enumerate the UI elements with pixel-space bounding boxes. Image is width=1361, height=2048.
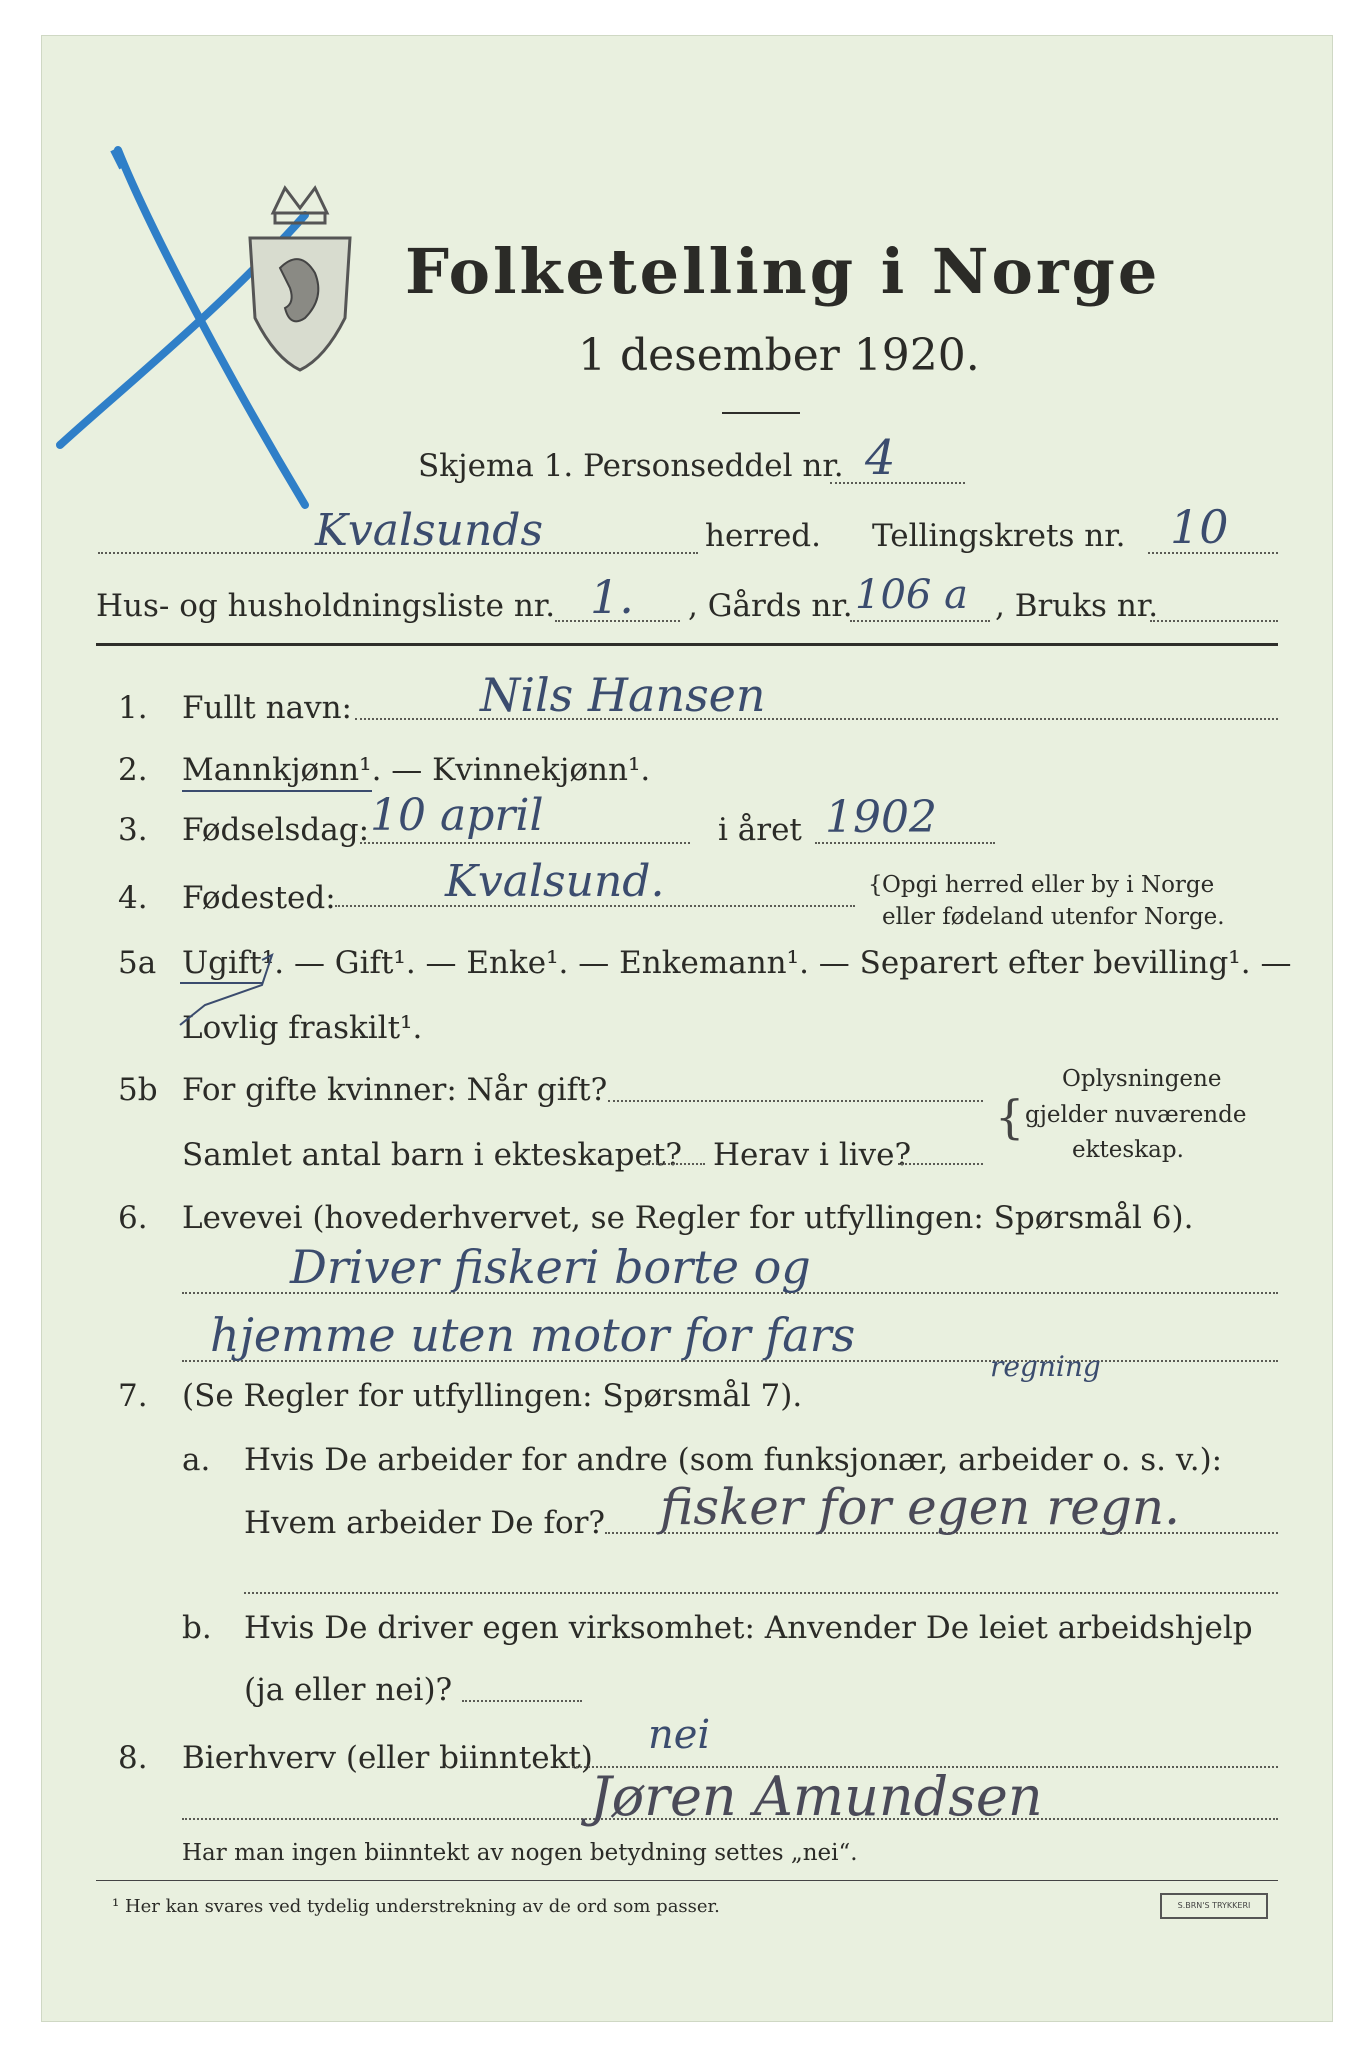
q7-label: (Se Regler for utfyllingen: Spørsmål 7). (182, 1378, 803, 1414)
q6-number: 6. (118, 1200, 148, 1236)
q5b-label: For gifte kvinner: Når gift? (182, 1072, 608, 1108)
occupation-line-1: Driver fiskeri borte og (290, 1240, 811, 1294)
census-date: 1 desember 1920. (578, 330, 980, 381)
no-income-note: Har man ingen biinntekt av nogen betydning settes „nei“. (182, 1840, 858, 1866)
q5b-note-1: Oplysningene (1062, 1066, 1222, 1092)
q7b-letter: b. (182, 1610, 212, 1646)
full-name-value: Nils Hansen (480, 668, 766, 722)
schema-label: Skjema 1. Personseddel nr. (418, 448, 844, 484)
marital-status-options-2: Lovlig fraskilt¹. (182, 1010, 423, 1046)
q5b-alive-label: Herav i live? (713, 1137, 912, 1173)
herred-label: herred. (705, 518, 821, 554)
side-income-value: nei (648, 1712, 711, 1758)
q3-number: 3. (118, 812, 148, 848)
birthdate-value: 10 april (370, 790, 544, 841)
printer-stamp: S.BRN'S TRYKKERI (1160, 1893, 1268, 1919)
form-title: Folketelling i Norge (405, 235, 1161, 308)
occupation-line-3: regning (990, 1350, 1101, 1383)
q5b-number: 5b (118, 1072, 158, 1108)
q1-label: Fullt navn: (182, 690, 352, 726)
q7-number: 7. (118, 1378, 148, 1414)
marital-status-options: Ugift¹. — Gift¹. — Enke¹. — Enkemann¹. — Separert efter bevilling¹. — (182, 945, 1292, 981)
employer-value: fisker for egen regn. (660, 1478, 1180, 1536)
occupation-line-2: hjemme uten motor for fars (210, 1308, 856, 1362)
q7a-label: Hvis De arbeider for andre (som funksjonær, arbeider o. s. v.): (244, 1442, 1223, 1478)
q8-number: 8. (118, 1740, 148, 1776)
gards-label: , Gårds nr. (688, 588, 853, 624)
q5b-children-label: Samlet antal barn i ekteskapet? (182, 1137, 682, 1173)
q7a-letter: a. (182, 1442, 211, 1478)
q4-number: 4. (118, 880, 148, 916)
q7b-label: Hvis De driver egen virksomhet: Anvender De leiet arbeidshjelp (244, 1610, 1253, 1646)
footnote-divider (96, 1880, 1278, 1881)
brace-q5b: { (995, 1090, 1025, 1144)
birth-year-value: 1902 (825, 792, 937, 843)
hus-value: 1. (590, 570, 634, 624)
q1-number: 1. (118, 690, 148, 726)
q2-number: 2. (118, 752, 148, 788)
birthplace-value: Kvalsund. (445, 856, 665, 907)
birthplace-note-2: eller fødeland utenfor Norge. (882, 904, 1225, 930)
signature: Jøren Amundsen (590, 1765, 1043, 1828)
q7a-employer-label: Hvem arbeider De for? (244, 1505, 606, 1541)
q7b-label-2: (ja eller nei)? (244, 1672, 453, 1708)
q5b-note-2: gjelder nuværende (1025, 1102, 1247, 1128)
hus-label: Hus- og husholdningsliste nr. (96, 588, 556, 624)
q6-label: Levevei (hovederhvervet, se Regler for utfyllingen: Spørsmål 6). (182, 1200, 1194, 1236)
q4-label: Fødested: (182, 880, 336, 916)
gender-options: Mannkjønn¹. — Kvinnekjønn¹. (182, 752, 651, 788)
footnote: ¹ Her kan svares ved tydelig understrekning av de ord som passer. (112, 1896, 720, 1917)
q3-label: Fødselsdag: (182, 812, 370, 848)
q5a-number: 5a (118, 945, 157, 981)
year-label: i året (718, 812, 802, 848)
tellingskrets-value: 10 (1170, 500, 1229, 554)
brace-left: { (868, 872, 883, 898)
tellingskrets-label: Tellingskrets nr. (872, 518, 1126, 554)
q8-label: Bierhverv (eller biinntekt) (182, 1740, 593, 1776)
bruks-label: , Bruks nr. (995, 588, 1159, 624)
birthplace-note-1: Opgi herred eller by i Norge (882, 872, 1215, 898)
herred-value: Kvalsunds (315, 505, 544, 556)
q5b-note-3: ekteskap. (1072, 1137, 1184, 1163)
gards-value: 106 a (855, 572, 968, 618)
schema-number: 4 (865, 430, 896, 486)
